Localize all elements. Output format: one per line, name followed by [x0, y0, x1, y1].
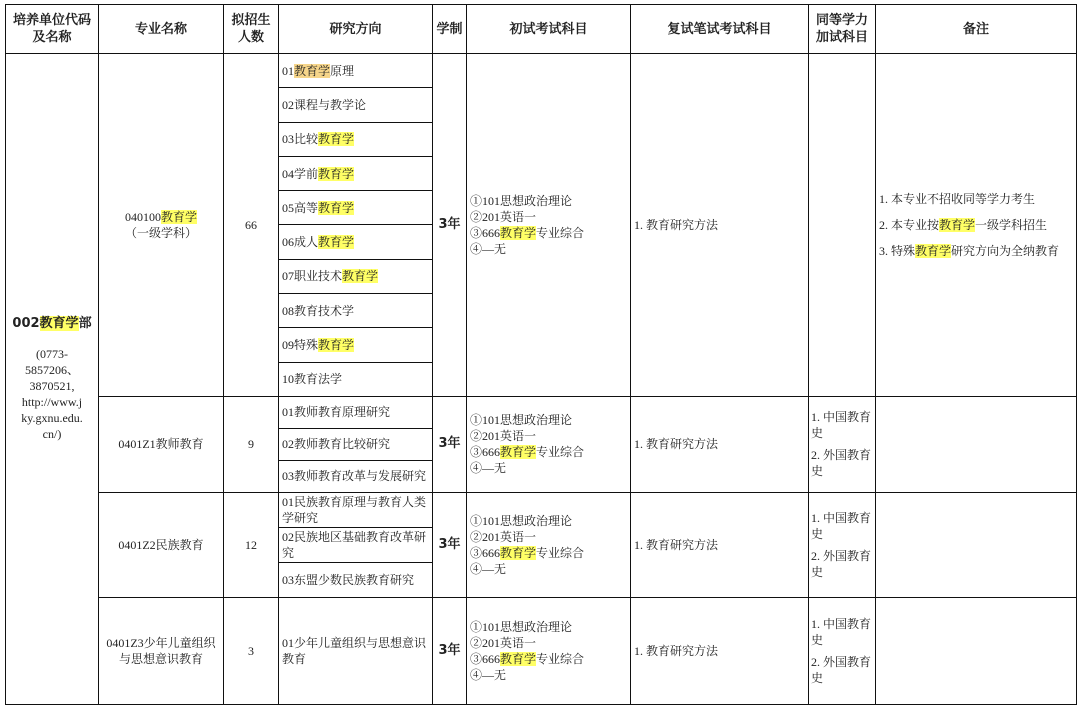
text-segment: 09特殊 — [282, 338, 319, 353]
exam-subject — [470, 635, 627, 651]
highlighted-text: 教育学 — [39, 315, 79, 331]
notes — [876, 492, 1077, 597]
text-segment: ④—无 — [470, 461, 507, 476]
program-name — [99, 396, 224, 492]
equivalent-extra-subjects — [809, 54, 876, 397]
research-direction — [279, 527, 433, 562]
text-segment: 03比较 — [282, 132, 319, 147]
research-direction — [279, 396, 433, 428]
admissions-table — [5, 4, 1077, 705]
text-segment: 0401Z2民族教育 — [118, 537, 204, 552]
text-segment: 3. 特殊 — [879, 243, 916, 258]
highlighted-text: 教育学 — [318, 166, 355, 181]
text-segment: 01少年儿童组织与思想意识教育 — [282, 635, 427, 666]
text-segment: 01民族教育原理与教育人类学研究 — [282, 494, 427, 525]
text-segment: 03东盟少数民族教育研究 — [282, 572, 415, 587]
initial-exam-subjects — [467, 597, 631, 704]
exam-subject — [470, 225, 627, 241]
text-segment: 01 — [282, 63, 294, 78]
note-line — [879, 243, 1073, 259]
equivalent-extra-subjects — [809, 492, 876, 597]
text-segment: 002 — [12, 315, 40, 331]
highlighted-text: 教育学 — [318, 200, 355, 215]
text-segment: ②201英语一 — [470, 209, 537, 224]
header-label: 学制 — [436, 21, 463, 37]
highlighted-text: 教育学 — [318, 235, 355, 250]
highlighted-text: 教育学 — [160, 209, 197, 224]
notes — [876, 396, 1077, 492]
highlighted-text: 教育学 — [294, 63, 331, 78]
exam-subject — [470, 513, 627, 529]
header-label: 研究方向 — [329, 21, 382, 37]
column-header — [433, 5, 467, 54]
program-name-line — [102, 537, 220, 553]
text-segment: 部 — [78, 315, 92, 331]
notes — [876, 54, 1077, 397]
duration: 3年 — [433, 396, 467, 492]
column-header — [809, 5, 876, 54]
text-segment: 02课程与教学论 — [282, 97, 367, 112]
exam-subject — [470, 412, 627, 428]
notes — [876, 597, 1077, 704]
exam-subject — [470, 619, 627, 635]
retest-subject: 1. 教育研究方法 — [631, 492, 809, 597]
program-name-line — [102, 209, 220, 225]
column-header — [279, 5, 433, 54]
text-segment: 06成人 — [282, 235, 319, 250]
research-direction — [279, 597, 433, 704]
extra-subject: 2. 外国教育史 — [811, 654, 872, 685]
research-direction — [279, 259, 433, 293]
header-label: 专业名称 — [134, 21, 187, 37]
duration: 3年 — [433, 492, 467, 597]
text-segment: 0401Z3少年儿童组织与思想意识教育 — [106, 635, 216, 666]
extra-subject: 2. 外国教育史 — [811, 548, 872, 579]
text-segment: 1. 本专业不招收同等学力考生 — [879, 191, 1036, 206]
program-name — [99, 492, 224, 597]
header-label: 培养单位代码 — [12, 13, 91, 28]
header-label: 同等学力 — [815, 13, 868, 28]
program-name-line — [102, 635, 220, 667]
header-label: 及名称 — [32, 30, 72, 45]
text-segment: 07职业技术 — [282, 269, 343, 284]
text-segment: 专业综合 — [536, 225, 585, 240]
exam-subject — [470, 460, 627, 476]
duration: 3年 — [433, 597, 467, 704]
text-segment: 040100 — [124, 209, 161, 224]
highlighted-text: 教育学 — [500, 651, 537, 666]
text-segment: 2. 本专业按 — [879, 217, 940, 232]
header-label: 拟招生 — [231, 13, 271, 28]
duration: 3年 — [433, 54, 467, 397]
text-segment: ④—无 — [470, 241, 507, 256]
header-label: 初试考试科目 — [509, 21, 588, 37]
enrollment-count: 9 — [224, 396, 279, 492]
header-row — [6, 5, 1077, 54]
retest-subject: 1. 教育研究方法 — [631, 396, 809, 492]
highlighted-text: 教育学 — [939, 217, 976, 232]
initial-exam-subjects — [467, 396, 631, 492]
program-name — [99, 54, 224, 397]
contact-line: (0773- — [36, 346, 68, 361]
exam-subject — [470, 667, 627, 683]
text-segment: 02教师教育比较研究 — [282, 437, 391, 452]
text-segment: 03教师教育改革与发展研究 — [282, 469, 427, 484]
exam-subject — [470, 651, 627, 667]
research-direction — [279, 294, 433, 328]
org-cell — [6, 54, 99, 705]
text-segment: ②201英语一 — [470, 635, 537, 650]
research-direction — [279, 156, 433, 190]
header-label: 加试科目 — [815, 30, 868, 45]
highlighted-text: 教育学 — [500, 445, 537, 460]
exam-subject — [470, 545, 627, 561]
header-label: 备注 — [962, 21, 989, 37]
initial-exam-subjects — [467, 492, 631, 597]
text-segment: ②201英语一 — [470, 429, 537, 444]
text-segment: ③666 — [470, 225, 501, 240]
exam-subject — [470, 529, 627, 545]
extra-subject: 1. 中国教育史 — [811, 510, 872, 541]
contact-line: ky.gxnu.edu. — [21, 410, 83, 425]
research-direction — [279, 54, 433, 88]
research-direction — [279, 362, 433, 396]
research-direction — [279, 428, 433, 460]
table-row — [6, 396, 1077, 428]
text-segment: ③666 — [470, 445, 501, 460]
extra-subject: 1. 中国教育史 — [811, 410, 872, 441]
table-row — [6, 54, 1077, 88]
research-direction — [279, 88, 433, 122]
contact-line: cn/) — [42, 426, 62, 441]
note-line — [879, 191, 1073, 207]
header-label: 复试笔试考试科目 — [667, 21, 772, 37]
contact-line: 3870521, — [29, 378, 75, 393]
note-line — [879, 217, 1073, 233]
text-segment: 02民族地区基础教育改革研究 — [282, 529, 427, 560]
contact-line: http://www.j — [21, 394, 83, 409]
text-segment: 一级学科招生 — [975, 217, 1048, 232]
org-contact — [9, 346, 95, 442]
text-segment: 05高等 — [282, 200, 319, 215]
contact-line: 5857206、 — [24, 362, 79, 377]
text-segment: 01教师教育原理研究 — [282, 405, 391, 420]
column-header — [224, 5, 279, 54]
exam-subject — [470, 241, 627, 257]
program-name-line — [102, 225, 220, 241]
equivalent-extra-subjects — [809, 597, 876, 704]
research-direction — [279, 328, 433, 362]
enrollment-count: 66 — [224, 54, 279, 397]
header-label: 人数 — [237, 30, 264, 45]
exam-subject — [470, 193, 627, 209]
extra-subject: 2. 外国教育史 — [811, 448, 872, 479]
column-header — [467, 5, 631, 54]
text-segment: 专业综合 — [536, 651, 585, 666]
org-name — [9, 316, 95, 332]
retest-subject: 1. 教育研究方法 — [631, 54, 809, 397]
text-segment: 原理 — [330, 63, 355, 78]
research-direction — [279, 460, 433, 492]
research-direction — [279, 191, 433, 225]
table-row — [6, 492, 1077, 527]
exam-subject — [470, 428, 627, 444]
research-direction — [279, 562, 433, 597]
highlighted-text: 教育学 — [318, 132, 355, 147]
text-segment: ④—无 — [470, 667, 507, 682]
text-segment: 04学前 — [282, 166, 319, 181]
text-segment: ④—无 — [470, 561, 507, 576]
highlighted-text: 教育学 — [915, 243, 952, 258]
column-header — [876, 5, 1077, 54]
column-header — [99, 5, 224, 54]
highlighted-text: 教育学 — [500, 545, 537, 560]
enrollment-count: 3 — [224, 597, 279, 704]
text-segment: ③666 — [470, 545, 501, 560]
text-segment: 专业综合 — [536, 445, 585, 460]
column-header — [6, 5, 99, 54]
text-segment: ①101思想政治理论 — [470, 513, 573, 528]
text-segment: 10教育法学 — [282, 372, 343, 387]
table-row — [6, 597, 1077, 704]
enrollment-count: 12 — [224, 492, 279, 597]
exam-subject — [470, 444, 627, 460]
text-segment: ①101思想政治理论 — [470, 413, 573, 428]
retest-subject: 1. 教育研究方法 — [631, 597, 809, 704]
text-segment: 0401Z1教师教育 — [118, 437, 204, 452]
highlighted-text: 教育学 — [318, 338, 355, 353]
text-segment: 研究方向为全纳教育 — [951, 243, 1060, 258]
exam-subject — [470, 209, 627, 225]
highlighted-text: 教育学 — [342, 269, 379, 284]
equivalent-extra-subjects — [809, 396, 876, 492]
initial-exam-subjects — [467, 54, 631, 397]
extra-subject: 1. 中国教育史 — [811, 616, 872, 647]
text-segment: 08教育技术学 — [282, 303, 355, 318]
text-segment: ③666 — [470, 651, 501, 666]
research-direction — [279, 225, 433, 259]
text-segment: ①101思想政治理论 — [470, 193, 573, 208]
text-segment: ①101思想政治理论 — [470, 619, 573, 634]
highlighted-text: 教育学 — [500, 225, 537, 240]
exam-subject — [470, 561, 627, 577]
text-segment: （一级学科） — [124, 225, 197, 240]
column-header — [631, 5, 809, 54]
text-segment: ②201英语一 — [470, 529, 537, 544]
text-segment: 专业综合 — [536, 545, 585, 560]
research-direction — [279, 492, 433, 527]
program-name-line — [102, 436, 220, 452]
program-name — [99, 597, 224, 704]
research-direction — [279, 122, 433, 156]
